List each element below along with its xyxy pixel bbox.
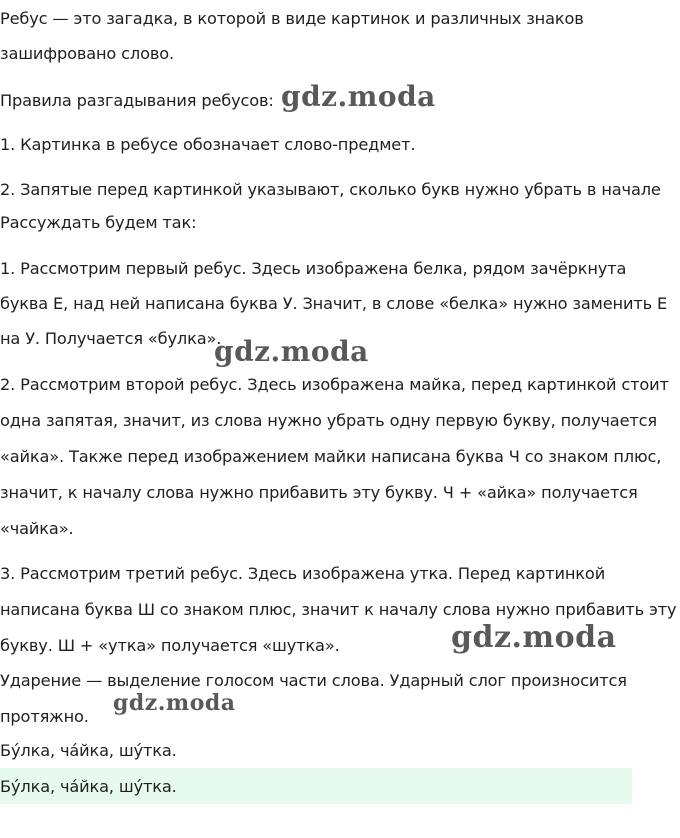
- watermark-logo: gdz.moda: [451, 620, 617, 655]
- text-line: 1. Рассмотрим первый ребус. Здесь изображена белка, рядом зачёркнута: [0, 259, 627, 278]
- watermark-logo: gdz.moda: [113, 690, 236, 716]
- text-line: Бу́лка, ча́йка, шу́тка.: [0, 741, 177, 760]
- text-line: Правила разгадывания ребусов:: [0, 91, 274, 110]
- text-line: написана буква Ш со знаком плюс, значит к началу слова нужно прибавить эту: [0, 600, 677, 619]
- text-line: 2. Рассмотрим второй ребус. Здесь изображена майка, перед картинкой стоит: [0, 375, 669, 394]
- text-line: значит, к началу слова нужно прибавить эту букву. Ч + «айка» получается: [0, 483, 638, 502]
- text-line: зашифровано слово.: [0, 44, 175, 63]
- text-line: на У. Получается «булка».: [0, 329, 222, 348]
- text-line: букву. Ш + «утка» получается «шутка».: [0, 636, 340, 655]
- text-line: 3. Рассмотрим третий ребус. Здесь изображена утка. Перед картинкой: [0, 564, 606, 583]
- answer-text: Бу́лка, ча́йка, шу́тка.: [0, 777, 177, 796]
- text-line: Ребус — это загадка, в которой в виде картинок и различных знаков: [0, 9, 584, 28]
- watermark-logo: gdz.moda: [281, 80, 436, 113]
- text-line: Ударение — выделение голосом части слова. Ударный слог произносится: [0, 671, 627, 690]
- text-line: буква Е, над ней написана буква У. Значит, в слове «белка» нужно заменить Е: [0, 294, 668, 313]
- text-line: протяжно.: [0, 707, 89, 726]
- text-line: «айка». Также перед изображением майки написана буква Ч со знаком плюс,: [0, 447, 662, 466]
- text-line: Рассуждать будем так:: [0, 213, 197, 232]
- watermark-logo: gdz.moda: [214, 335, 369, 368]
- text-line: одна запятая, значит, из слова нужно убрать одну первую букву, получается: [0, 411, 658, 430]
- text-line: 1. Картинка в ребусе обозначает слово-предмет.: [0, 135, 416, 154]
- text-line: «чайка».: [0, 519, 74, 538]
- text-line: 2. Запятые перед картинкой указывают, сколько букв нужно убрать в начале: [0, 180, 661, 199]
